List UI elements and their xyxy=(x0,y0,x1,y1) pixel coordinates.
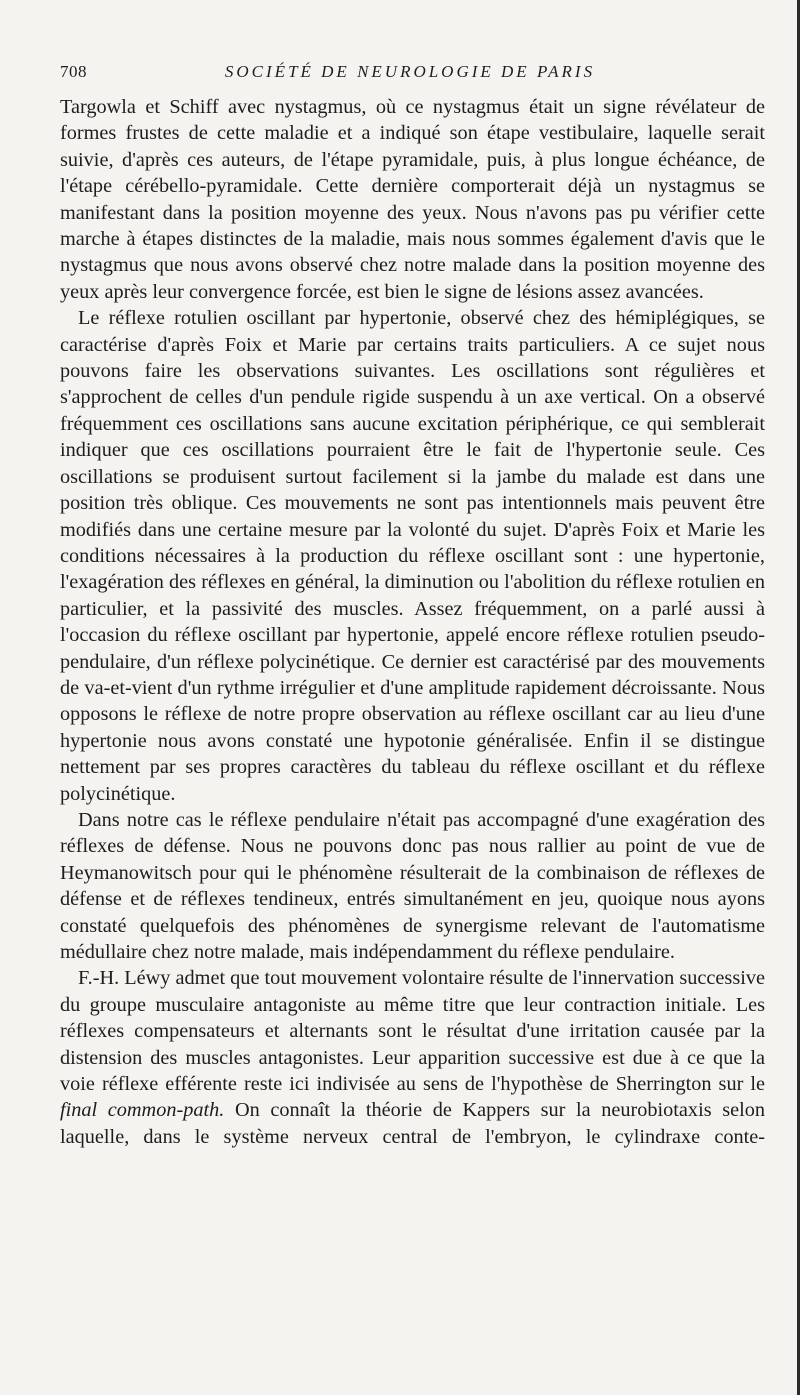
running-head xyxy=(60,62,760,86)
paragraph-4 xyxy=(60,965,765,1150)
paragraph-3: Dans notre cas le réflexe pendulaire n'était pas accompagné d'une exagération des réflexes de défense. Nous ne pouvons donc pas nous rallier au point de vue de Heymanowitsch pour qui le phénomène résulterait de la combinaison de réflexes de défense et de réflexes tendineux, entrés simultanément en jeu, quoique nous ayons constaté quelquefois des phénomènes de synergisme relevant de l'automatisme médullaire chez notre malade, mais indépendamment du réflexe pendulaire. xyxy=(60,808,765,963)
journal-title: SOCIÉTÉ DE NEUROLOGIE DE PARIS xyxy=(224,62,596,81)
paragraph-1: Targowla et Schiff avec nystagmus, où ce nystagmus était un signe révélateur de formes frustes de cette maladie et a indiqué son étape vestibulaire, laquelle serait suivie, d'après ces auteurs, de l'étape pyramidale, puis, à plus longue échéance, de l'étape cérébello-pyramidale. Cette dernière comporterait déjà un nystagmus se manifestant dans la position moyenne des yeux. Nous n'avons pas pu vérifier cette marche à étapes distinctes de la maladie, mais nous sommes également d'avis que le nystagmus que nous avons observé chez notre malade dans la position moyenne des yeux après leur convergence forcée, est bien le signe de lésions assez avancées. xyxy=(60,96,765,303)
body-text xyxy=(60,94,765,1150)
paragraph-2: Le réflexe rotulien oscillant par hypertonie, observé chez des hémiplégiques, se caractérise d'après Foix et Marie par certains traits particuliers. A ce sujet nous pouvons faire les observations suivantes. Les oscillations sont régulières et s'approchent de celles d'un pendule rigide suspendu à un axe vertical. On a observé fréquemment ces oscillations sans aucune excitation périphérique, ce qui semblerait indiquer que ces oscillations pourraient être le fait de l'hypertonie seule. Ces oscillations se produisent surtout facilement si la jambe du malade est dans une position très oblique. Ces mouvements ne sont pas intentionnels mais peuvent être modifiés dans une certaine mesure par la volonté du sujet. D'après Foix et Marie les conditions nécessaires à la production du réflexe oscillant sont : une hypertonie, l'exagération des réflexes en général, la diminution ou l'abolition du réflexe rotulien en particulier, et la passivité des muscles. Assez fréquemment, on a parlé aussi à l'occasion du réflexe oscillant par hypertonie, appelé encore réflexe rotulien pseudo-pendulaire, d'un réflexe polycinétique. Ce dernier est caractérisé par des mouvements de va-et-vient d'un rythme irrégulier et d'une amplitude rapidement décroissante. Nous opposons le réflexe de notre propre observation au réflexe oscillant car au lieu d'une hypertonie nous avons constaté une hypotonie généralisée. Enfin il se distingue nettement par ses propres caractères du tableau du réflexe oscillant et du réflexe polycinétique. xyxy=(60,307,765,805)
paragraph-4-text-start: F.-H. Léwy admet que tout mouvement volontaire résulte de l'innervation successive du groupe musculaire antagoniste au même titre que leur contraction initiale. Les réflexes compensateurs et alternants sont le résultat d'une irritation causée par la distension des muscles antagonistes. Leur apparition successive est due à ce que la voie réflexe efférente reste ici indivisée au sens de l'hypothèse de Sherrington sur le xyxy=(60,967,765,1096)
page-number: 708 xyxy=(60,62,87,81)
paragraph-4-italic-term: final common-path. xyxy=(60,1099,225,1122)
paragraph-4-text-end: On connaît la théorie de Kappers sur la neurobiotaxis selon laquelle, dans le système nerveux central de l'embryon, le cylindraxe conte- xyxy=(60,1099,765,1148)
